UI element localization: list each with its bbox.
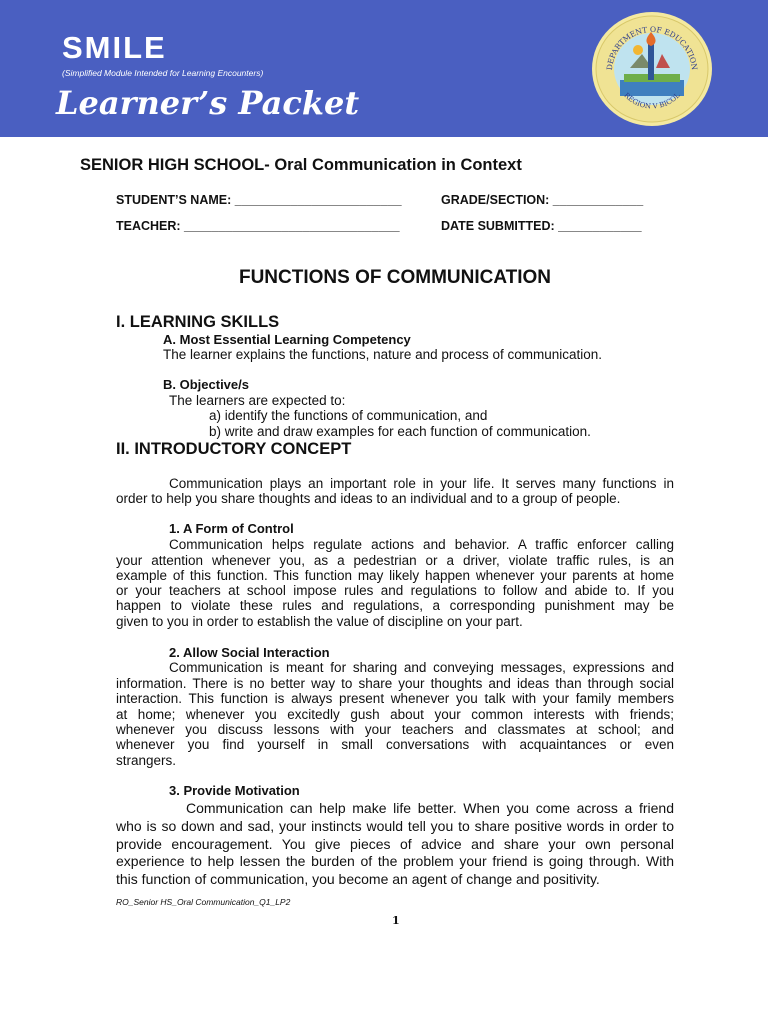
competency-text: The learner explains the functions, nature and process of communication. bbox=[163, 347, 602, 362]
objectives-intro: The learners are expected to: bbox=[169, 393, 346, 408]
grade-section-field: GRADE/SECTION: _____________ bbox=[441, 193, 644, 207]
paragraph-line: whenever you discuss lessons with your teachers and classmates at school; and bbox=[116, 722, 674, 737]
function-heading: 2. Allow Social Interaction bbox=[169, 645, 330, 660]
paragraph-line: given to you in order to establish the value of discipline on your part. bbox=[116, 614, 523, 629]
objective-item: b) write and draw examples for each function of communication. bbox=[209, 424, 591, 439]
paragraph-line: who is so down and sad, your instincts would tell you to share positive words in order to bbox=[116, 818, 674, 834]
competency-heading: A. Most Essential Learning Competency bbox=[163, 332, 411, 347]
paragraph-line: Communication is meant for sharing and conveying messages, expressions and bbox=[169, 660, 674, 675]
paragraph-line: your attention whenever you, as a pedestrian or a driver, violate traffic rules, is an bbox=[116, 553, 674, 568]
section-introductory-concept-heading: II. INTRODUCTORY CONCEPT bbox=[116, 440, 352, 458]
paragraph-line: example of this function. This function may likely happen whenever your parents at home bbox=[116, 568, 674, 583]
paragraph-line: interaction. This function is always present whenever you talk with your family members bbox=[116, 691, 674, 706]
svg-text:DEPARTMENT OF EDUCATION: DEPARTMENT OF EDUCATION bbox=[604, 24, 700, 71]
paragraph-line: provide encouragement. You give pieces of advice and share your own personal bbox=[116, 836, 674, 852]
paragraph-line: this function of communication, you become an agent of change and positivity. bbox=[116, 871, 600, 887]
paragraph-line: or your teachers at school impose rules and regulations to follow and abide to. If you bbox=[116, 583, 674, 598]
paragraph-line: experience to help lessen the burden of the problem your friend is going through. With bbox=[116, 853, 674, 869]
objectives-heading: B. Objective/s bbox=[163, 377, 249, 392]
date-submitted-field: DATE SUBMITTED: ____________ bbox=[441, 219, 642, 233]
course-title: SENIOR HIGH SCHOOL- Oral Communication in Context bbox=[80, 156, 522, 174]
svg-text:REGION V BICOL: REGION V BICOL bbox=[622, 91, 682, 111]
function-heading: 1. A Form of Control bbox=[169, 521, 294, 536]
deped-seal-logo bbox=[590, 10, 714, 128]
paragraph-line: strangers. bbox=[116, 753, 177, 768]
section-learning-skills-heading: I. LEARNING SKILLS bbox=[116, 313, 280, 331]
teacher-field: TEACHER: _______________________________ bbox=[116, 219, 400, 233]
paragraph-line: at home; whenever you excitedly gush about your common interests with friends; bbox=[116, 707, 674, 722]
paragraph-line: Communication can help make life better. When you come across a friend bbox=[186, 800, 674, 816]
objective-item: a) identify the functions of communication, and bbox=[209, 408, 488, 423]
footer-code: RO_Senior HS_Oral Communication_Q1_LP2 bbox=[116, 897, 291, 907]
paragraph-line: whenever you find yourself in small conversations with acquaintances or even bbox=[116, 737, 674, 752]
brand-subtitle: (Simplified Module Intended for Learning Encounters) bbox=[62, 68, 264, 78]
page-number: 1 bbox=[392, 914, 400, 927]
intro-paragraph-line: order to help you share thoughts and ideas to an individual and to a group of people. bbox=[116, 491, 621, 506]
paragraph-line: happen to violate these rules and regulations, a corresponding punishment may be bbox=[116, 598, 674, 613]
header-banner bbox=[0, 0, 768, 137]
student-name-field: STUDENT’S NAME: ________________________ bbox=[116, 193, 402, 207]
document-title: FUNCTIONS OF COMMUNICATION bbox=[238, 267, 552, 288]
function-heading: 3. Provide Motivation bbox=[169, 783, 300, 798]
brand-title: SMILE bbox=[62, 30, 167, 65]
paragraph-line: information. There is no better way to share your thoughts and ideas than through social bbox=[116, 676, 674, 691]
packet-title: Learner’s Packet bbox=[56, 84, 360, 122]
intro-paragraph-line: Communication plays an important role in your life. It serves many functions in bbox=[169, 476, 674, 491]
paragraph-line: Communication helps regulate actions and behavior. A traffic enforcer calling bbox=[169, 537, 674, 552]
